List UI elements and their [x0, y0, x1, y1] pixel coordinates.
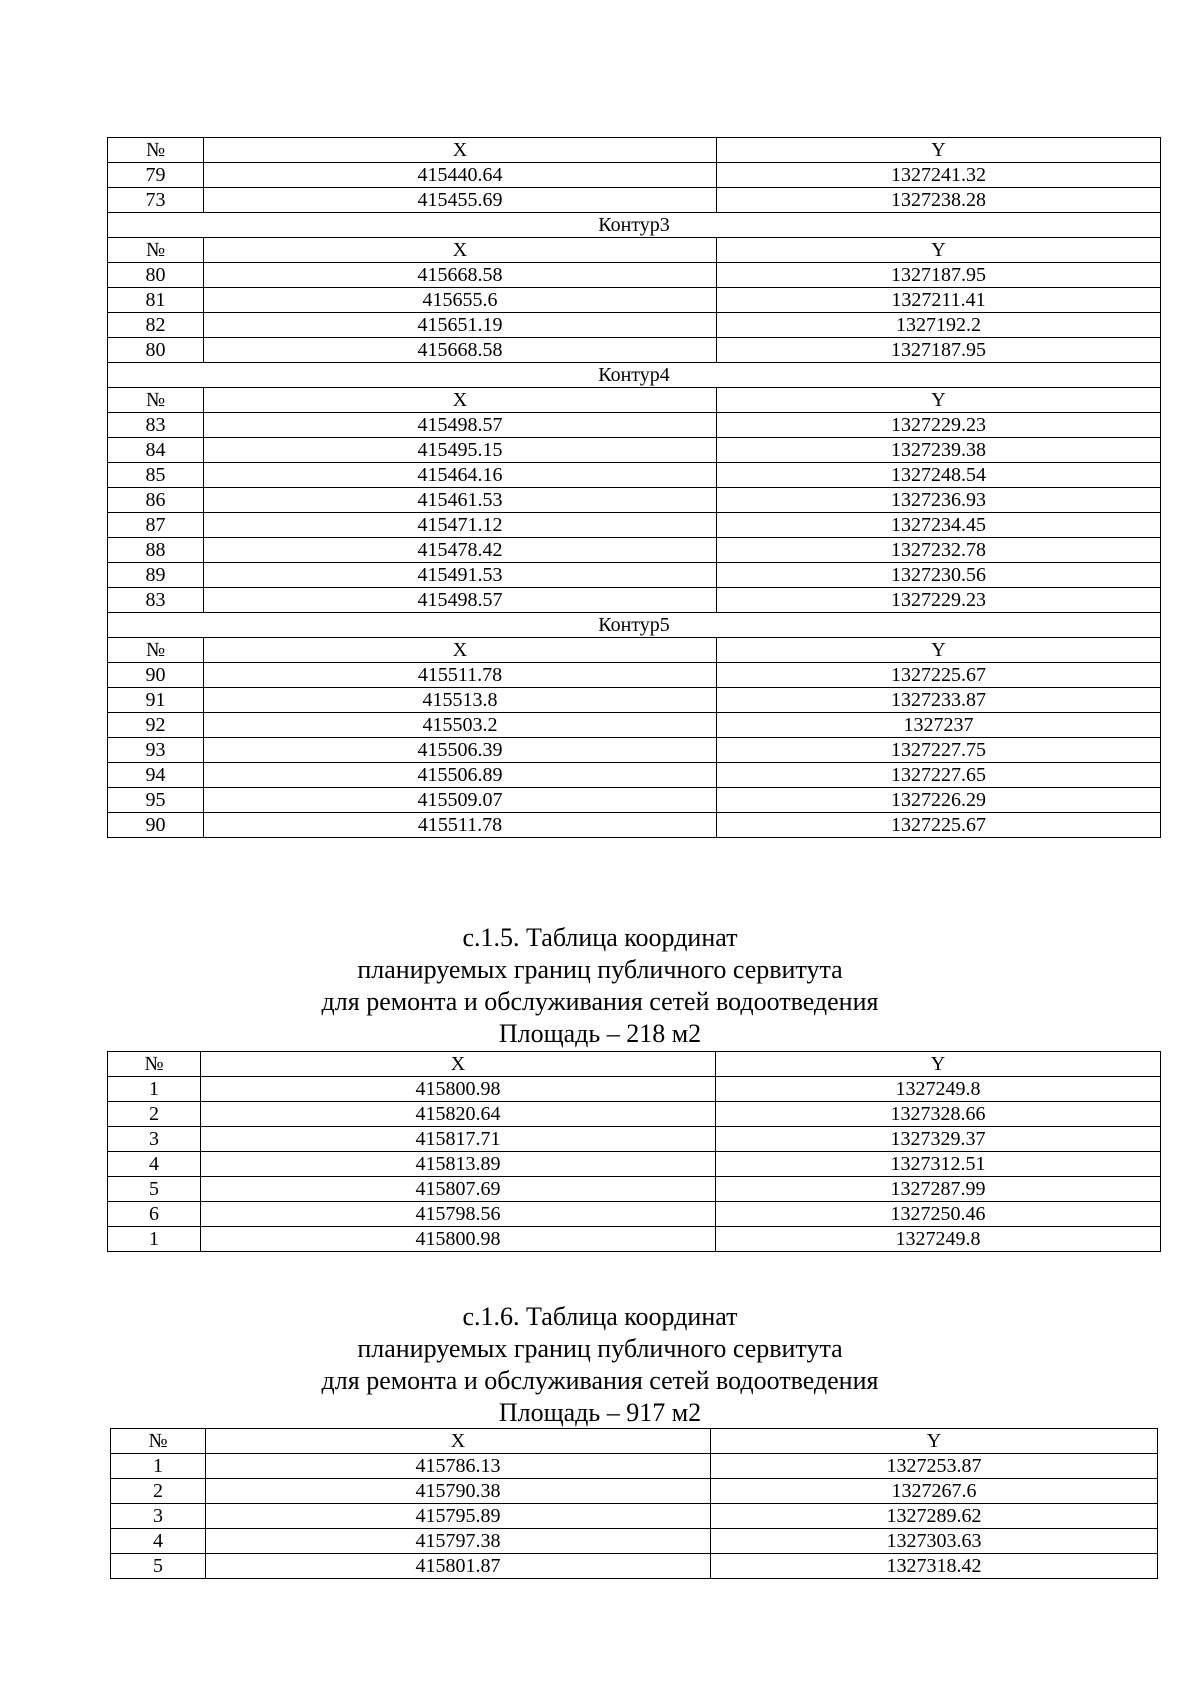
table-row: [111, 1504, 1158, 1529]
column-header-y: Y: [717, 638, 1161, 663]
table-row: [108, 1077, 1161, 1102]
x-coordinate: 415817.71: [201, 1127, 716, 1152]
table-row: [108, 763, 1161, 788]
y-coordinate: 1327192.2: [717, 313, 1161, 338]
x-coordinate: 415795.89: [206, 1504, 711, 1529]
y-coordinate: 1327233.87: [717, 688, 1161, 713]
table-row: [111, 1554, 1158, 1579]
column-header-num: №: [108, 138, 204, 163]
point-number: 1: [108, 1077, 201, 1102]
x-coordinate: 415801.87: [206, 1554, 711, 1579]
y-coordinate: 1327253.87: [711, 1454, 1158, 1479]
point-number: 4: [111, 1529, 206, 1554]
section-1-5-area: Площадь – 218 м2: [498, 1019, 702, 1048]
point-number: 79: [108, 163, 204, 188]
x-coordinate: 415506.89: [204, 763, 717, 788]
y-coordinate: 1327250.46: [716, 1202, 1161, 1227]
y-coordinate: 1327236.93: [717, 488, 1161, 513]
table-row: [111, 1454, 1158, 1479]
point-number: 81: [108, 288, 204, 313]
section-1-6-subtitle: планируемых границ публичного сервитута: [357, 1334, 843, 1363]
table-row: [108, 338, 1161, 363]
table-row: [108, 1127, 1161, 1152]
column-header-x: X: [204, 138, 717, 163]
header-row: [111, 1429, 1158, 1454]
point-number: 73: [108, 188, 204, 213]
table-row: [111, 1529, 1158, 1554]
table-row: [108, 1202, 1161, 1227]
y-coordinate: 1327287.99: [716, 1177, 1161, 1202]
point-number: 95: [108, 788, 204, 813]
point-number: 5: [111, 1554, 206, 1579]
point-number: 91: [108, 688, 204, 713]
x-coordinate: 415800.98: [201, 1227, 716, 1252]
point-number: 2: [108, 1102, 201, 1127]
y-coordinate: 1327303.63: [711, 1529, 1158, 1554]
y-coordinate: 1327187.95: [717, 338, 1161, 363]
column-header-x: X: [204, 238, 717, 263]
y-coordinate: 1327249.8: [716, 1077, 1161, 1102]
point-number: 1: [108, 1227, 201, 1252]
point-number: 85: [108, 463, 204, 488]
column-header-num: №: [108, 238, 204, 263]
y-coordinate: 1327328.66: [716, 1102, 1161, 1127]
point-number: 89: [108, 563, 204, 588]
x-coordinate: 415668.58: [204, 338, 717, 363]
table-row: [108, 563, 1161, 588]
x-coordinate: 415478.42: [204, 538, 717, 563]
table-row: [108, 438, 1161, 463]
coordinates-table-1-6: [110, 1428, 1158, 1579]
point-number: 93: [108, 738, 204, 763]
point-number: 83: [108, 413, 204, 438]
contour-row: [108, 613, 1161, 638]
x-coordinate: 415813.89: [201, 1152, 716, 1177]
y-coordinate: 1327238.28: [717, 188, 1161, 213]
x-coordinate: 415798.56: [201, 1202, 716, 1227]
section-1-5-heading: [0, 922, 1200, 1050]
x-coordinate: 415786.13: [206, 1454, 711, 1479]
column-header-y: Y: [717, 138, 1161, 163]
y-coordinate: 1327237: [717, 713, 1161, 738]
table-row: [108, 538, 1161, 563]
section-1-6-area: Площадь – 917 м2: [498, 1398, 702, 1427]
table-row: [108, 688, 1161, 713]
contour-label: Контур3: [108, 213, 1161, 238]
table-row: [108, 488, 1161, 513]
point-number: 90: [108, 663, 204, 688]
section-1-5-subtitle: планируемых границ публичного сервитута: [357, 955, 843, 984]
x-coordinate: 415668.58: [204, 263, 717, 288]
point-number: 86: [108, 488, 204, 513]
table-row: [108, 263, 1161, 288]
column-header-num: №: [108, 1052, 201, 1077]
column-header-x: X: [204, 388, 717, 413]
y-coordinate: 1327225.67: [717, 663, 1161, 688]
point-number: 90: [108, 813, 204, 838]
point-number: 3: [111, 1504, 206, 1529]
y-coordinate: 1327226.29: [717, 788, 1161, 813]
y-coordinate: 1327241.32: [717, 163, 1161, 188]
point-number: 92: [108, 713, 204, 738]
table-row: [108, 663, 1161, 688]
column-header-x: X: [201, 1052, 716, 1077]
y-coordinate: 1327329.37: [716, 1127, 1161, 1152]
section-1-6-title: с.1.6. Таблица координат: [462, 1302, 738, 1331]
x-coordinate: 415498.57: [204, 413, 717, 438]
table-row: [108, 713, 1161, 738]
x-coordinate: 415511.78: [204, 813, 717, 838]
y-coordinate: 1327239.38: [717, 438, 1161, 463]
x-coordinate: 415503.2: [204, 713, 717, 738]
column-header-num: №: [108, 638, 204, 663]
table-row: [108, 1152, 1161, 1177]
table-row: [108, 463, 1161, 488]
column-header-y: Y: [716, 1052, 1161, 1077]
point-number: 80: [108, 338, 204, 363]
header-row: [108, 388, 1161, 413]
y-coordinate: 1327249.8: [716, 1227, 1161, 1252]
column-header-x: X: [206, 1429, 711, 1454]
point-number: 4: [108, 1152, 201, 1177]
x-coordinate: 415790.38: [206, 1479, 711, 1504]
x-coordinate: 415455.69: [204, 188, 717, 213]
point-number: 2: [111, 1479, 206, 1504]
y-coordinate: 1327267.6: [711, 1479, 1158, 1504]
header-row: [108, 238, 1161, 263]
table-row: [108, 788, 1161, 813]
y-coordinate: 1327229.23: [717, 413, 1161, 438]
x-coordinate: 415807.69: [201, 1177, 716, 1202]
coordinates-table-1-5: [107, 1051, 1161, 1252]
column-header-y: Y: [717, 238, 1161, 263]
x-coordinate: 415440.64: [204, 163, 717, 188]
point-number: 80: [108, 263, 204, 288]
x-coordinate: 415498.57: [204, 588, 717, 613]
x-coordinate: 415509.07: [204, 788, 717, 813]
point-number: 82: [108, 313, 204, 338]
y-coordinate: 1327227.65: [717, 763, 1161, 788]
contour-row: [108, 363, 1161, 388]
column-header-num: №: [111, 1429, 206, 1454]
column-header-num: №: [108, 388, 204, 413]
section-1-5-purpose: для ремонта и обслуживания сетей водоотведения: [321, 987, 879, 1016]
table-row: [108, 163, 1161, 188]
y-coordinate: 1327211.41: [717, 288, 1161, 313]
contour-row: [108, 213, 1161, 238]
table-row: [108, 513, 1161, 538]
section-1-5-title: с.1.5. Таблица координат: [462, 923, 738, 952]
contour-label: Контур4: [108, 363, 1161, 388]
point-number: 87: [108, 513, 204, 538]
x-coordinate: 415797.38: [206, 1529, 711, 1554]
x-coordinate: 415511.78: [204, 663, 717, 688]
section-1-6-heading: [0, 1301, 1200, 1429]
y-coordinate: 1327230.56: [717, 563, 1161, 588]
header-row: [108, 638, 1161, 663]
y-coordinate: 1327232.78: [717, 538, 1161, 563]
x-coordinate: 415800.98: [201, 1077, 716, 1102]
table-row: [108, 588, 1161, 613]
point-number: 94: [108, 763, 204, 788]
y-coordinate: 1327234.45: [717, 513, 1161, 538]
table-row: [108, 813, 1161, 838]
section-1-6-purpose: для ремонта и обслуживания сетей водоотведения: [321, 1366, 879, 1395]
header-row: [108, 138, 1161, 163]
table-row: [108, 313, 1161, 338]
y-coordinate: 1327312.51: [716, 1152, 1161, 1177]
column-header-y: Y: [717, 388, 1161, 413]
x-coordinate: 415506.39: [204, 738, 717, 763]
y-coordinate: 1327289.62: [711, 1504, 1158, 1529]
point-number: 5: [108, 1177, 201, 1202]
column-header-y: Y: [711, 1429, 1158, 1454]
point-number: 6: [108, 1202, 201, 1227]
y-coordinate: 1327225.67: [717, 813, 1161, 838]
x-coordinate: 415513.8: [204, 688, 717, 713]
y-coordinate: 1327229.23: [717, 588, 1161, 613]
x-coordinate: 415655.6: [204, 288, 717, 313]
table-row: [108, 288, 1161, 313]
y-coordinate: 1327248.54: [717, 463, 1161, 488]
point-number: 83: [108, 588, 204, 613]
x-coordinate: 415651.19: [204, 313, 717, 338]
table-row: [108, 188, 1161, 213]
point-number: 3: [108, 1127, 201, 1152]
column-header-x: X: [204, 638, 717, 663]
x-coordinate: 415495.15: [204, 438, 717, 463]
table-row: [108, 738, 1161, 763]
y-coordinate: 1327318.42: [711, 1554, 1158, 1579]
y-coordinate: 1327227.75: [717, 738, 1161, 763]
point-number: 84: [108, 438, 204, 463]
x-coordinate: 415461.53: [204, 488, 717, 513]
table-row: [108, 1102, 1161, 1127]
header-row: [108, 1052, 1161, 1077]
x-coordinate: 415491.53: [204, 563, 717, 588]
coordinates-table-contours: [107, 137, 1161, 838]
x-coordinate: 415471.12: [204, 513, 717, 538]
table-row: [108, 1177, 1161, 1202]
y-coordinate: 1327187.95: [717, 263, 1161, 288]
x-coordinate: 415464.16: [204, 463, 717, 488]
point-number: 1: [111, 1454, 206, 1479]
table-row: [111, 1479, 1158, 1504]
table-row: [108, 413, 1161, 438]
table-row: [108, 1227, 1161, 1252]
contour-label: Контур5: [108, 613, 1161, 638]
x-coordinate: 415820.64: [201, 1102, 716, 1127]
point-number: 88: [108, 538, 204, 563]
